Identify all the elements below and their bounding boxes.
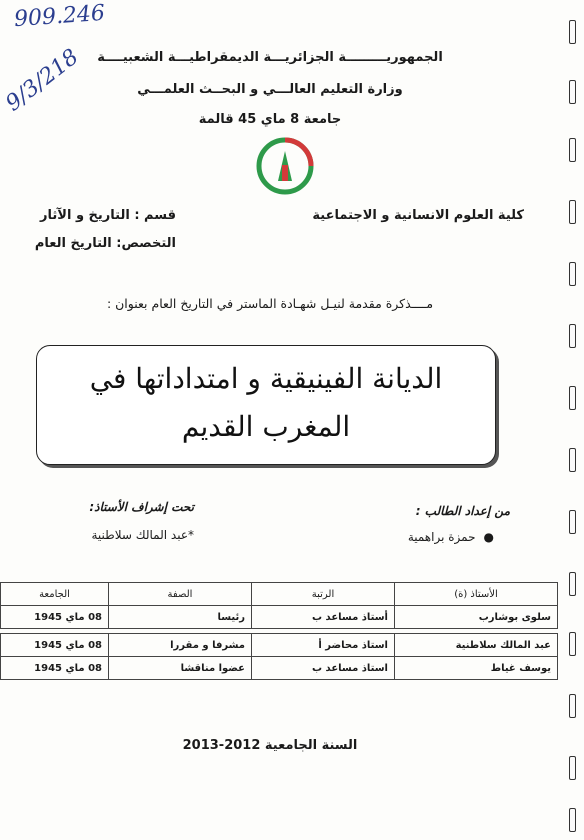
- jury-cell: يوسف غياط: [395, 657, 558, 680]
- supervisor-name: *عبد المالك سلاطنية: [91, 528, 194, 542]
- table-row: [1, 657, 558, 680]
- jury-cell: عبد المالك سلاطنية: [395, 634, 558, 657]
- jury-header-row: [1, 583, 558, 606]
- ministry-line: وزارة التعليم العالـــي و البحــث العلمـــي: [137, 82, 403, 97]
- university-line: جامعة 8 ماي 45 قالمة: [198, 112, 342, 127]
- department-name: قسم : التاريخ و الآثار: [40, 208, 176, 223]
- jury-cell: أستاذ مساعد ب: [252, 606, 395, 629]
- binding-strip: [564, 20, 578, 830]
- table-row: [1, 606, 558, 629]
- handwritten-number: 9/3/218: [1, 44, 84, 117]
- table-row: [1, 634, 558, 657]
- jury-header: الصفة: [109, 583, 252, 606]
- university-logo: [256, 137, 314, 195]
- specialty-name: التخصص: التاريخ العام: [34, 236, 176, 251]
- jury-cell: استاذ محاضر أ: [252, 634, 395, 657]
- jury-cell: عضوا مناقشا: [109, 657, 252, 680]
- jury-cell: 08 ماي 1945: [1, 606, 109, 629]
- jury-cell: مشرفا و مقررا: [109, 634, 252, 657]
- jury-header: الجامعة: [1, 583, 109, 606]
- jury-cell: سلوى بوشارب: [395, 606, 558, 629]
- bullet: ●: [483, 530, 494, 544]
- supervisor-label: تحت إشراف الأستاذ:: [89, 500, 194, 514]
- jury-cell: 08 ماي 1945: [1, 657, 109, 680]
- handwritten-code: 909.246: [13, 0, 106, 33]
- jury-header: الرتبة: [252, 583, 395, 606]
- thesis-title-line2: المغرب القديم: [181, 410, 351, 443]
- student-name-text: حمزة براهمية: [407, 530, 476, 544]
- college-name: كلية العلوم الانسانية و الاجتماعية: [312, 208, 524, 223]
- republic-line: الجمهوريـــــــــة الجزائريـــة الديمقراطيـــة الشعبيــــة: [97, 50, 443, 65]
- memo-intro: مــــذكرة مقدمة لنيـل شهـادة الماستر في التاريخ العام بعنوان :: [106, 296, 434, 311]
- jury-cell: استاذ مساعد ب: [252, 657, 395, 680]
- jury-table: [0, 582, 558, 680]
- thesis-title-line1: الديانة الفينيقية و امتداداتها في: [89, 362, 443, 395]
- student-name: [408, 530, 494, 544]
- jury-cell: رئيسا: [109, 606, 252, 629]
- jury-header: الأستاذ (ة): [395, 583, 558, 606]
- thesis-title-box: [36, 345, 496, 465]
- academic-year: السنة الجامعية 2012-2013: [182, 738, 358, 753]
- jury-cell: 08 ماي 1945: [1, 634, 109, 657]
- student-label: من إعداد الطالب :: [415, 504, 510, 518]
